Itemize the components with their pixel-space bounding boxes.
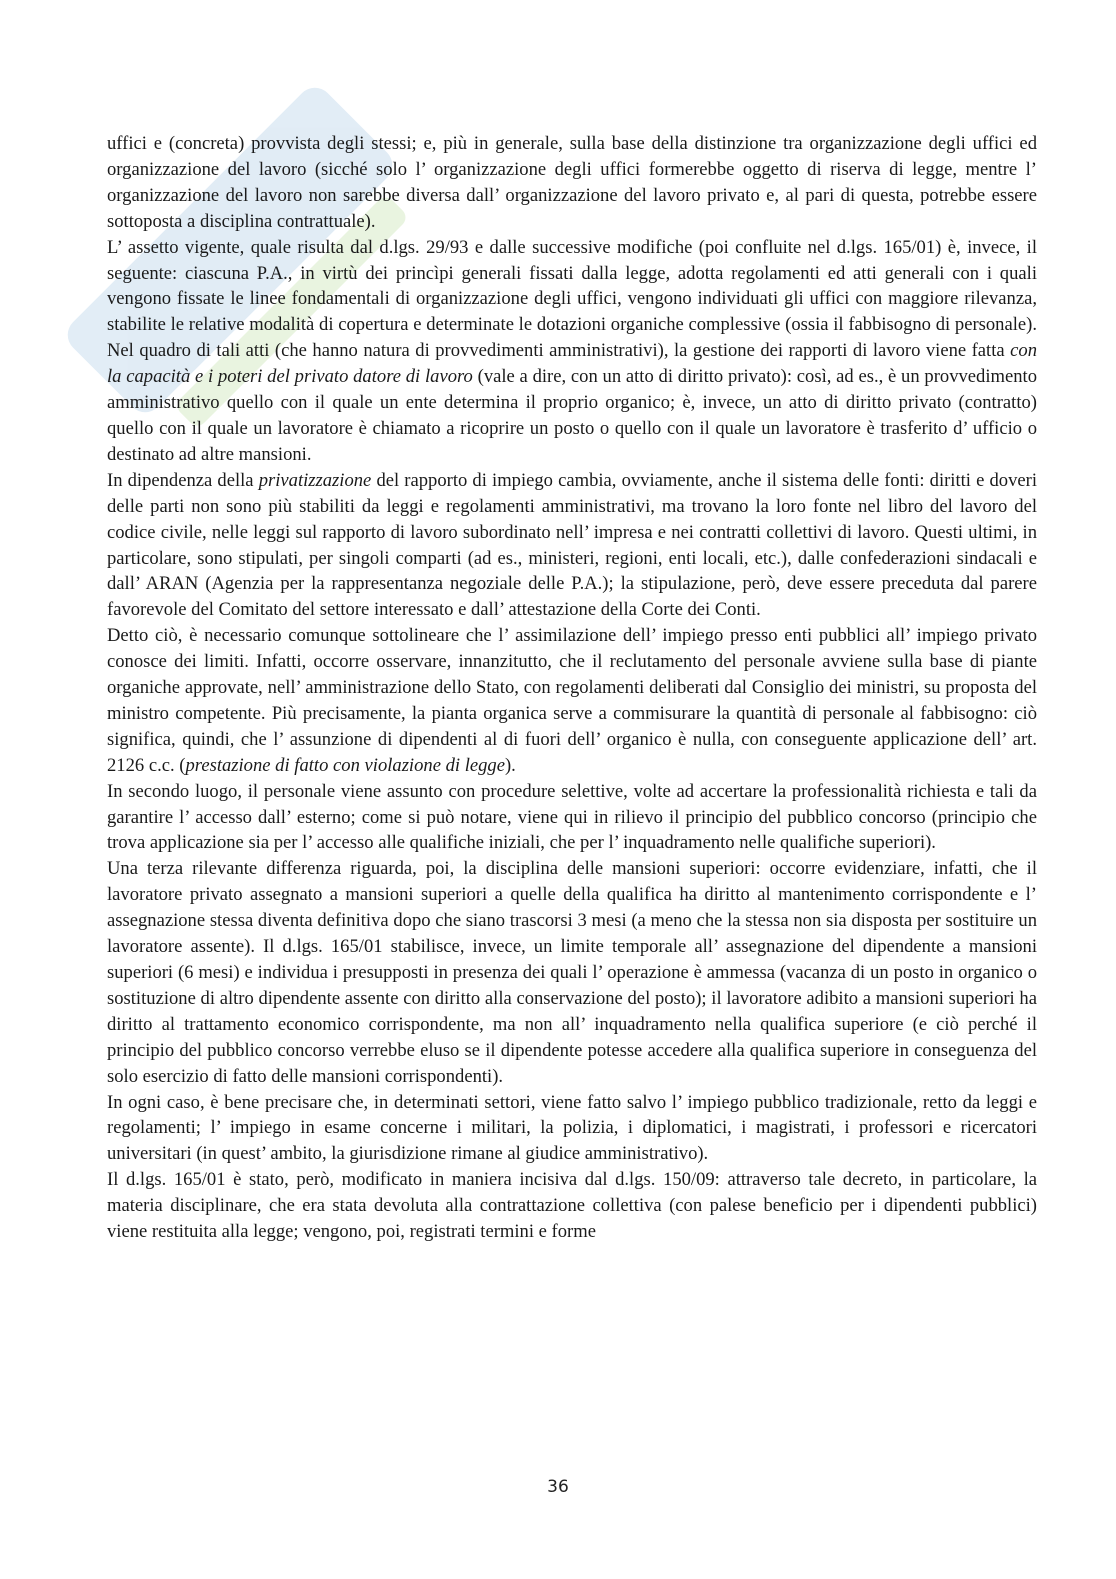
paragraph-text: del rapporto di impiego cambia, ovviamente, anche il sistema delle fonti: diritti e doveri delle parti non sono più stabiliti da leggi e regolamenti amministrativi, ma trovano la loro fonte nel libro del lavoro del codice civile, nelle leggi sul rapporto di lavoro subordinato nell’ impresa e nei contratti collettivi di lavoro. Questi ultimi, in particolare, sono stipulati, per singoli comparti (ad es., ministeri, regioni, enti locali, etc.), dalle confederazioni sindacali e dall’ ARAN (Agenzia per la rappresentanza negoziale delle P.A.); la stipulazione, però, deve essere preceduta dal parere favorevole del Comitato del settore interessato e dall’ attestazione della Corte dei Conti. — [107, 469, 1037, 621]
paragraph-6 — [107, 856, 1037, 1089]
paragraph-text: In dipendenza della — [107, 469, 259, 491]
paragraph-8 — [107, 1167, 1037, 1245]
document-body — [107, 131, 1037, 1245]
paragraph-text: Detto ciò, è necessario comunque sottolineare che l’ assimilazione dell’ impiego presso enti pubblici all’ impiego privato conosce dei limiti. Infatti, occorre osservare, innanzitutto, che il reclutamento del personale avviene sulla base di piante organiche approvate, nell’ amministrazione dello Stato, con regolamenti deliberati dal Consiglio dei ministri, su proposta del ministro competente. Più precisamente, la pianta organica serve a commisurare la quantità di personale al fabbisogno: ciò significa, quindi, che l’ assunzione di dipendenti al di fuori dell’ organico è nulla, con conseguente applicazione dell’ art. 2126 c.c. ( — [107, 625, 1037, 776]
paragraph-4 — [107, 623, 1037, 778]
italic-phrase: con la capacità e i poteri del privato datore di lavoro — [107, 340, 1037, 388]
paragraph-text: Il d.lgs. 165/01 è stato, però, modificato in maniera incisiva dal d.lgs. 150/09: attraverso tale decreto, in particolare, la materia disciplinare, che era stata devoluta alla contrattazione collettiva (con palese beneficio per i dipendenti pubblici) viene restituita alla legge; vengono, poi, registrati termini e forme — [107, 1169, 1037, 1243]
paragraph-text: In secondo luogo, il personale viene assunto con procedure selettive, volte ad accertare la professionalità richiesta e tali da garantire l’ accesso dall’ esterno; come si può notare, viene qui in rilievo il principio del pubblico concorso (principio che trova applicazione sia per l’ accesso alle qualifiche iniziali, che per l’ inquadramento nelle qualifiche superiori). — [107, 780, 1037, 854]
italic-phrase: privatizzazione — [258, 469, 372, 491]
paragraph-text: L’ assetto vigente, quale risulta dal d.lgs. 29/93 e dalle successive modifiche (poi confluite nel d.lgs. 165/01) è, invece, il seguente: ciascuna P.A., in virtù dei princìpi generali fissati dalla legge, adotta regolamenti ed atti generali con i quali vengono fissate le linee fondamentali di organizzazione degli uffici, vengono individuati gli uffici con maggiore rilevanza, stabilite le relative modalità di copertura e determinate le dotazioni organiche complessive (ossia il fabbisogno di personale). Nel quadro di tali atti (che hanno natura di provvedimenti amministrativi), la gestione dei rapporti di lavoro viene fatta — [107, 236, 1037, 362]
italic-phrase: prestazione di fatto con violazione di legge — [185, 754, 505, 776]
page-number: 36 — [547, 1477, 569, 1497]
paragraph-text: (vale a dire, con un atto di diritto privato): così, ad es., è un provvedimento amministrativo quello con il quale un ente determina il proprio organico; è, invece, un atto di diritto privato (contratto) quello con il quale un lavoratore è chiamato a ricoprire un posto o quello con il quale un lavoratore è trasferito d’ ufficio o destinato ad altre mansioni. — [107, 366, 1037, 465]
paragraph-text: Una terza rilevante differenza riguarda, poi, la disciplina delle mansioni superiori: occorre evidenziare, infatti, che il lavoratore privato assegnato a mansioni superiori a quelle della qualifica ha diritto al mantenimento corrispondente e l’ assegnazione stessa diventa definitiva dopo che siano trascorsi 3 mesi (a meno che la stessa non sia disposta per sostituire un lavoratore assente). Il d.lgs. 165/01 stabilisce, invece, un limite temporale all’ assegnazione del dipendente a mansioni superiori (6 mesi) e individua i presupposti in presenza dei quali l’ operazione è ammessa (vacanza di un posto in organico o sostituzione di altro dipendente assente con diritto alla conservazione del posto); il lavoratore adibito a mansioni superiori ha diritto al trattamento economico corrispondente, ma non all’ inquadramento nella qualifica superiore (e ciò perché il principio del pubblico concorso verrebbe eluso se il dipendente potesse accedere alla qualifica superiore in conseguenza del solo esercizio di fatto delle mansioni corrispondenti). — [107, 858, 1037, 1087]
paragraph-text: ). — [504, 754, 516, 776]
paragraph-3 — [107, 468, 1037, 623]
paragraph-text: In ogni caso, è bene precisare che, in determinati settori, viene fatto salvo l’ impiego pubblico tradizionale, retto da leggi e regolamenti; l’ impiego in esame concerne i militari, la polizia, i diplomatici, i magistrati, i professori e ricercatori universitari (in quest’ ambito, la giurisdizione rimane al giudice amministrativo). — [107, 1091, 1037, 1165]
paragraph-1 — [107, 131, 1037, 235]
paragraph-2 — [107, 235, 1037, 468]
paragraph-5 — [107, 779, 1037, 857]
paragraph-7 — [107, 1090, 1037, 1168]
paragraph-text: uffici e (concreta) provvista degli stessi; e, più in generale, sulla base della distinzione tra organizzazione degli uffici ed organizzazione del lavoro (sicché solo l’ organizzazione degli uffici formerebbe oggetto di riserva di legge, mentre l’ organizzazione del lavoro non sarebbe diversa dall’ organizzazione del lavoro privato e, al pari di questa, potrebbe essere sottoposta a disciplina contrattuale). — [107, 133, 1037, 232]
